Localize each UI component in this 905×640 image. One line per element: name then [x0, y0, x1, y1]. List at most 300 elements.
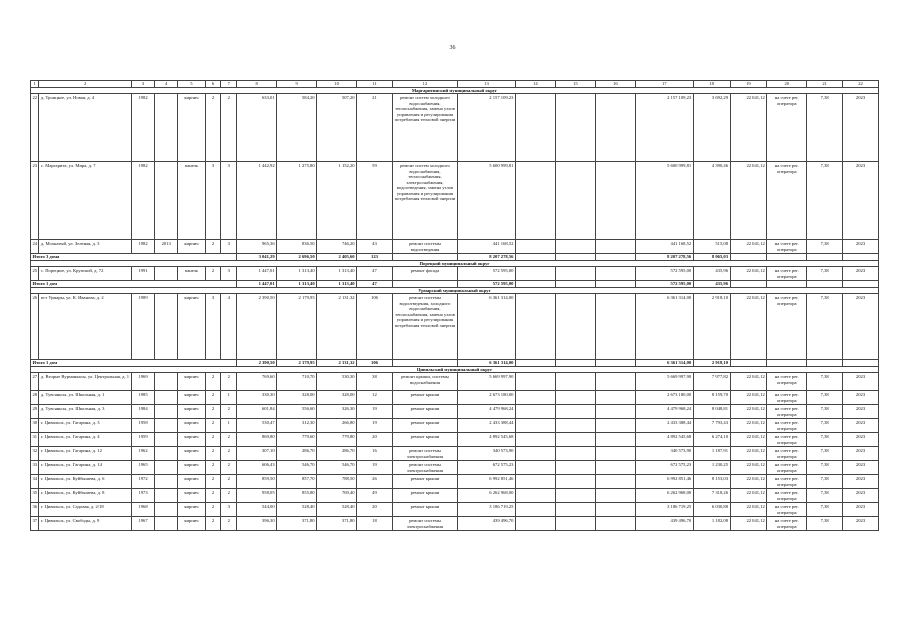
wall-material: кирпич: [178, 419, 205, 433]
entrances: 2: [221, 461, 237, 475]
residential-area: 546,70: [317, 461, 357, 475]
total-cost: 2 157 109,23: [458, 94, 516, 162]
residential-area: 2 405,60: [317, 254, 357, 261]
col-16: [595, 419, 635, 433]
col-14: [515, 517, 555, 531]
regional-fund-cost: 6 361 314,00: [635, 360, 693, 367]
floors: 2: [205, 405, 221, 419]
col-14: [515, 162, 555, 240]
total-label: Итого 1 дом: [31, 281, 237, 288]
residential-area: 2 131,32: [317, 360, 357, 367]
cost-per-sqm: 435,96: [693, 267, 730, 281]
year-built: 1968: [131, 503, 154, 517]
floors: 2: [205, 489, 221, 503]
floors: 2: [205, 475, 221, 489]
cost-per-sqm: 3 692,29: [693, 94, 730, 162]
address: с. Маргарита, ул. Мира, д. 7: [39, 162, 132, 240]
living-area: 286,70: [277, 447, 317, 461]
total-cost: 6 361 314,00: [458, 360, 516, 367]
residents: 12: [357, 391, 393, 405]
col-15: [555, 294, 595, 360]
table-row: [31, 162, 879, 240]
total-cost: 441 168,52: [458, 240, 516, 254]
max-cost-per-sqm: 22 041,12: [730, 475, 767, 489]
wall-material: кирпич: [178, 433, 205, 447]
repair-works: ремонт системы электроснабжения: [392, 461, 457, 475]
repair-works: ремонт крыши: [392, 391, 457, 405]
year-reconstructed: [155, 475, 178, 489]
column-number: 5: [178, 81, 205, 88]
total-area: 1 447,01: [237, 267, 277, 281]
col-15: [555, 405, 595, 419]
max-cost-per-sqm: 22 041,12: [730, 267, 767, 281]
column-number: 10: [317, 81, 357, 88]
living-area: 1 275,80: [277, 162, 317, 240]
regional-fund-cost: 5 600 999,81: [635, 162, 693, 240]
table-row: [31, 267, 879, 281]
year-built: 1962: [131, 447, 154, 461]
planned-year: 2023: [843, 391, 879, 405]
year-reconstructed: [155, 373, 178, 391]
address: с. Порецкое, ул. Крупской, д. 72: [39, 267, 132, 281]
regional-fund-cost: 2 673 180,00: [635, 391, 693, 405]
col-14: [515, 419, 555, 433]
row-number: 23: [31, 162, 39, 240]
planned-year: 2023: [843, 433, 879, 447]
max-cost-per-sqm: 22 041,12: [730, 405, 767, 419]
living-area: 546,70: [277, 461, 317, 475]
column-number: 4: [155, 81, 178, 88]
living-area: 2 179,95: [277, 294, 317, 360]
residents: 16: [357, 447, 393, 461]
col-14: [515, 475, 555, 489]
regional-fund-cost: 340 573,90: [635, 447, 693, 461]
col-14: [515, 405, 555, 419]
column-number: 16: [595, 81, 635, 88]
fund-method: на счете рег. оператора: [767, 517, 807, 531]
address: д. Вторые Вурманкасы, ул. Центральная, д. 1: [39, 373, 132, 391]
fund-method: на счете рег. оператора: [767, 433, 807, 447]
total-cost: 572 595,00: [458, 281, 516, 288]
entrances: 3: [221, 240, 237, 254]
year-reconstructed: [155, 405, 178, 419]
regional-fund-cost: 6 992 851,46: [635, 475, 693, 489]
entrances: 2: [221, 475, 237, 489]
planned-year: 2023: [843, 517, 879, 531]
planned-year: 2023: [843, 240, 879, 254]
col-14: [515, 447, 555, 461]
column-number: 9: [277, 81, 317, 88]
column-number: 21: [807, 81, 843, 88]
max-cost-per-sqm: 22 041,12: [730, 294, 767, 360]
contribution-rate: 7,38: [807, 517, 843, 531]
max-cost-per-sqm: 22 041,12: [730, 489, 767, 503]
residential-area: 788,50: [317, 475, 357, 489]
fund-method: на счете рег. оператора: [767, 461, 807, 475]
col-14: [515, 489, 555, 503]
fund-method: на счете рег. оператора: [767, 373, 807, 391]
repair-works: ремонт системы электроснабжения: [392, 517, 457, 531]
residents: 38: [357, 373, 393, 391]
col-15: [555, 419, 595, 433]
planned-year: 2023: [843, 405, 879, 419]
wall-material: кирпич: [178, 461, 205, 475]
cost-per-sqm: 1 187,91: [693, 447, 730, 461]
col-14: [515, 294, 555, 360]
col-14: [515, 391, 555, 405]
column-number: 8: [237, 81, 277, 88]
repair-works: ремонт крыши: [392, 419, 457, 433]
total-cost: 4 892 545,68: [458, 433, 516, 447]
residents: 19: [357, 419, 393, 433]
repair-works: ремонт крыши, системы водоснабжения: [392, 373, 457, 391]
residential-area: 326,30: [317, 405, 357, 419]
total-area: 2 390,50: [237, 294, 277, 360]
total-area: 3 041,29: [237, 254, 277, 261]
floors: 2: [205, 461, 221, 475]
cost-per-sqm: 515,08: [693, 240, 730, 254]
residents: 43: [357, 240, 393, 254]
year-built: 1985: [131, 391, 154, 405]
repair-works: ремонт крыши: [392, 433, 457, 447]
fund-method: на счете рег. оператора: [767, 391, 807, 405]
year-built: 1969: [131, 373, 154, 391]
table-row: [31, 447, 879, 461]
floors: 2: [205, 433, 221, 447]
wall-material: кирпич: [178, 489, 205, 503]
floors: 2: [205, 391, 221, 405]
address: г. Цивильск, ул. Гагарина, д. 12: [39, 447, 132, 461]
address: г. Цивильск, ул. Садовая, д. 2/18: [39, 503, 132, 517]
col-15: [555, 475, 595, 489]
address: пгт Урмары, ул. К. Иванова, д. 2: [39, 294, 132, 360]
year-built: 1984: [131, 405, 154, 419]
max-cost-per-sqm: 22 041,12: [730, 373, 767, 391]
contribution-rate: 7,38: [807, 267, 843, 281]
entrances: 2: [221, 489, 237, 503]
repair-works: ремонт крыши: [392, 475, 457, 489]
year-built: 1991: [131, 267, 154, 281]
residents: 106: [357, 360, 393, 367]
column-number: 20: [767, 81, 807, 88]
year-built: 1965: [131, 461, 154, 475]
row-number: 35: [31, 489, 39, 503]
max-cost-per-sqm: 22 041,12: [730, 240, 767, 254]
regional-fund-cost: 6 361 314,00: [635, 294, 693, 360]
table-row: [31, 419, 879, 433]
year-built: 1982: [131, 240, 154, 254]
residential-area: 1 313,40: [317, 267, 357, 281]
total-area: 601,84: [237, 405, 277, 419]
residents: 18: [357, 517, 393, 531]
living-area: 556,60: [277, 405, 317, 419]
col-15: [555, 447, 595, 461]
residents: 49: [357, 489, 393, 503]
living-area: 1 313,40: [277, 281, 317, 288]
total-cost: 672 575,23: [458, 461, 516, 475]
year-built: 1982: [131, 162, 154, 240]
cost-per-sqm: 4 390,46: [693, 162, 730, 240]
district-name: Урмарский муниципальный округ: [31, 287, 879, 294]
year-built: 1958: [131, 419, 154, 433]
entrances: 2: [221, 373, 237, 391]
living-area: 1 313,40: [277, 267, 317, 281]
total-cost: 5 600 999,81: [458, 162, 516, 240]
year-built: 1959: [131, 433, 154, 447]
column-number: 14: [515, 81, 555, 88]
residential-area: 1 313,40: [317, 281, 357, 288]
residents: 19: [357, 461, 393, 475]
max-cost-per-sqm: 22 041,12: [730, 461, 767, 475]
living-area: 2 179,95: [277, 360, 317, 367]
entrances: 1: [221, 391, 237, 405]
entrances: 2: [221, 405, 237, 419]
col-15: [555, 503, 595, 517]
cost-per-sqm: 8 159,70: [693, 391, 730, 405]
total-cost: 6 361 314,00: [458, 294, 516, 360]
col-15: [555, 391, 595, 405]
total-area: 769,60: [237, 373, 277, 391]
total-label: Итого 1 дом: [31, 360, 237, 367]
year-built: 1967: [131, 517, 154, 531]
total-cost: 5 669 997,90: [458, 373, 516, 391]
column-number: 12: [392, 81, 457, 88]
residents: 21: [357, 94, 393, 162]
repair-works: ремонт систем холодного водоснабжения, теплоснабжения, замена узлов управления и регулирования потребления тепловой энергии: [392, 94, 457, 162]
regional-fund-cost: 572 595,00: [635, 267, 693, 281]
address: д. Тувсяньсы, ул. Школьная, д. 1: [39, 391, 132, 405]
column-number: 11: [357, 81, 393, 88]
row-number: 36: [31, 503, 39, 517]
residents: 26: [357, 475, 393, 489]
capital-repair-table: [30, 80, 879, 531]
residential-area: 266,80: [317, 419, 357, 433]
regional-fund-cost: 672 575,23: [635, 461, 693, 475]
district-name: Порецкий муниципальный округ: [31, 260, 879, 267]
col-16: [595, 373, 635, 391]
entrances: 2: [221, 517, 237, 531]
col-14: [515, 461, 555, 475]
col-16: [595, 433, 635, 447]
district-name: Маргаритинский муниципальный округ: [31, 87, 879, 94]
contribution-rate: 7,38: [807, 489, 843, 503]
entrances: 2: [221, 447, 237, 461]
total-cost: 340 573,90: [458, 447, 516, 461]
total-cost: 439 496,70: [458, 517, 516, 531]
planned-year: 2023: [843, 267, 879, 281]
column-number: 22: [843, 81, 879, 88]
total-area: 958,05: [237, 489, 277, 503]
cost-per-sqm: 1 230,25: [693, 461, 730, 475]
cost-per-sqm: 8 048,81: [693, 405, 730, 419]
planned-year: 2023: [843, 503, 879, 517]
col-14: [515, 503, 555, 517]
residential-area: 2 131,32: [317, 294, 357, 360]
table-row: [31, 405, 879, 419]
col-16: [595, 162, 635, 240]
floors: 2: [205, 94, 221, 162]
residents: 20: [357, 503, 393, 517]
total-cost: 3 186 719,25: [458, 503, 516, 517]
row-number: 33: [31, 461, 39, 475]
year-reconstructed: [155, 162, 178, 240]
col-14: [515, 433, 555, 447]
address: г. Цивильск, ул. Гагарина, д. 4: [39, 433, 132, 447]
col-16: [595, 391, 635, 405]
max-cost-per-sqm: 22 041,12: [730, 419, 767, 433]
row-number: 34: [31, 475, 39, 489]
planned-year: 2023: [843, 294, 879, 360]
total-area: 1 442,92: [237, 162, 277, 240]
year-built: 1972: [131, 475, 154, 489]
row-number: 32: [31, 447, 39, 461]
table-row: [31, 240, 879, 254]
fund-method: на счете рег. оператора: [767, 94, 807, 162]
row-number: 31: [31, 433, 39, 447]
contribution-rate: 7,38: [807, 503, 843, 517]
cost-per-sqm: 6 274,10: [693, 433, 730, 447]
total-area: 633,01: [237, 94, 277, 162]
planned-year: 2023: [843, 373, 879, 391]
max-cost-per-sqm: 22 041,12: [730, 391, 767, 405]
cost-per-sqm: 6 030,88: [693, 503, 730, 517]
planned-year: 2023: [843, 162, 879, 240]
residents: 47: [357, 281, 393, 288]
total-area: 530,47: [237, 419, 277, 433]
repair-works: ремонт крыши: [392, 405, 457, 419]
total-area: 2 390,50: [237, 360, 277, 367]
residential-area: 507,20: [317, 94, 357, 162]
repair-works: ремонт крыши: [392, 503, 457, 517]
contribution-rate: 7,38: [807, 447, 843, 461]
planned-year: 2023: [843, 94, 879, 162]
year-reconstructed: [155, 489, 178, 503]
col-15: [555, 517, 595, 531]
table-row: [31, 373, 879, 391]
entrances: 3: [221, 162, 237, 240]
regional-fund-cost: 8 207 278,56: [635, 254, 693, 261]
address: г. Цивильск, ул. Куйбышева, д. 8: [39, 489, 132, 503]
column-number: 13: [458, 81, 516, 88]
total-cost: 2 673 180,00: [458, 391, 516, 405]
table-row: [31, 461, 879, 475]
total-cost: 2 433 388,44: [458, 419, 516, 433]
residential-area: 746,20: [317, 240, 357, 254]
cost-per-sqm: 1 182,08: [693, 517, 730, 531]
total-cost: 8 207 278,56: [458, 254, 516, 261]
max-cost-per-sqm: 22 041,12: [730, 162, 767, 240]
repair-works: ремонт системы электроснабжения: [392, 447, 457, 461]
table-row: [31, 517, 879, 531]
address: д. Троицкое, ул. Новая, д. 4: [39, 94, 132, 162]
planned-year: 2023: [843, 461, 879, 475]
residential-area: 528,40: [317, 503, 357, 517]
table-row: [31, 489, 879, 503]
living-area: 2 696,50: [277, 254, 317, 261]
col-16: [595, 517, 635, 531]
regional-fund-cost: 5 669 997,90: [635, 373, 693, 391]
max-cost-per-sqm: 22 041,12: [730, 433, 767, 447]
table-row: [31, 391, 879, 405]
repair-works: ремонт системы водоотведения: [392, 240, 457, 254]
max-cost-per-sqm: 22 041,12: [730, 503, 767, 517]
col-14: [515, 94, 555, 162]
wall-material: кирпич: [178, 391, 205, 405]
year-reconstructed: [155, 461, 178, 475]
entrances: 2: [221, 433, 237, 447]
contribution-rate: 7,38: [807, 391, 843, 405]
living-area: 857,70: [277, 475, 317, 489]
wall-material: кирпич: [178, 475, 205, 489]
repair-works: ремонт системы водоотведения, холодного водоснабжения, теплоснабжения, замена узлов управления и регулирования потребления тепловой энергии: [392, 294, 457, 360]
residential-area: 779,80: [317, 433, 357, 447]
col-16: [595, 94, 635, 162]
col-16: [595, 475, 635, 489]
row-number: 26: [31, 294, 39, 360]
contribution-rate: 7,38: [807, 461, 843, 475]
total-cost: 6 262 968,00: [458, 489, 516, 503]
year-built: 1982: [131, 94, 154, 162]
max-cost-per-sqm: 22 041,12: [730, 517, 767, 531]
row-number: 29: [31, 405, 39, 419]
entrances: 1: [221, 419, 237, 433]
address: г. Цивильск, ул. Куйбышева, д. 6: [39, 475, 132, 489]
column-number: 18: [693, 81, 730, 88]
entrances: 3: [221, 267, 237, 281]
regional-fund-cost: 6 262 968,00: [635, 489, 693, 503]
living-area: 779,60: [277, 433, 317, 447]
wall-material: кирпич: [178, 447, 205, 461]
col-15: [555, 267, 595, 281]
total-area: 869,80: [237, 433, 277, 447]
residents: 47: [357, 267, 393, 281]
col-16: [595, 489, 635, 503]
living-area: 371,80: [277, 517, 317, 531]
district-name: Цивильский муниципальный округ: [31, 366, 879, 373]
floors: 2: [205, 503, 221, 517]
wall-material: кирпич: [178, 517, 205, 531]
regional-fund-cost: 439 496,70: [635, 517, 693, 531]
entrances: 4: [221, 294, 237, 360]
row-number: 28: [31, 391, 39, 405]
table-row: [31, 294, 879, 360]
fund-method: на счете рег. оператора: [767, 489, 807, 503]
row-number: 25: [31, 267, 39, 281]
fund-method: на счете рег. оператора: [767, 405, 807, 419]
table-row: [31, 94, 879, 162]
contribution-rate: 7,38: [807, 475, 843, 489]
living-area: 528,40: [277, 503, 317, 517]
total-label: Итого 3 дома: [31, 254, 237, 261]
contribution-rate: 7,38: [807, 433, 843, 447]
fund-method: на счете рег. оператора: [767, 267, 807, 281]
col-15: [555, 94, 595, 162]
fund-method: на счете рег. оператора: [767, 503, 807, 517]
address: г. Цивильск, ул. Гагарина, д. 3: [39, 419, 132, 433]
column-number: 19: [730, 81, 767, 88]
residential-area: 286,70: [317, 447, 357, 461]
wall-material: кирпич: [178, 94, 205, 162]
total-area: 330,30: [237, 391, 277, 405]
regional-fund-cost: 441 168,52: [635, 240, 693, 254]
living-area: 328,00: [277, 391, 317, 405]
residential-area: 371,80: [317, 517, 357, 531]
contribution-rate: 7,38: [807, 94, 843, 162]
address: г. Цивильск, ул. Свободы, д. 9: [39, 517, 132, 531]
floors: 3: [205, 162, 221, 240]
floors: 2: [205, 240, 221, 254]
col-16: [595, 240, 635, 254]
